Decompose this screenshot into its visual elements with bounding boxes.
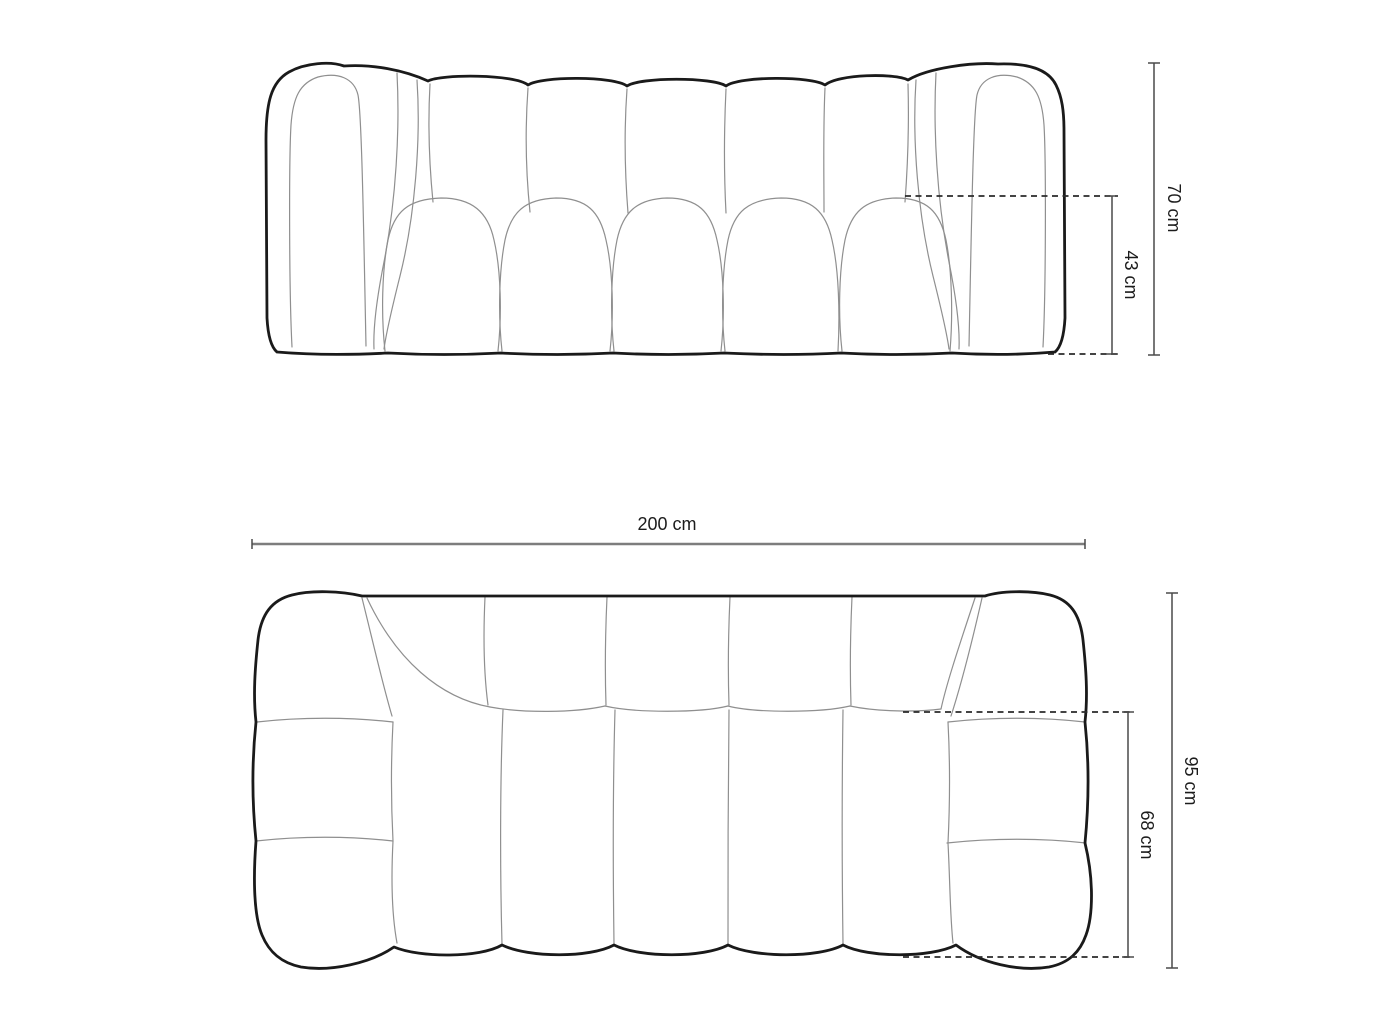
width-dimension: [252, 514, 1085, 549]
depth-dimension: [1166, 593, 1201, 968]
seat-depth-dimension: [903, 712, 1157, 957]
top-right-armrest-segments: [947, 718, 1086, 943]
top-seat-dividers: [501, 710, 843, 944]
top-back-cushion-row: [362, 597, 982, 716]
top-left-armrest-segments: [256, 718, 397, 943]
height-dimension-label: 70 cm: [1164, 183, 1184, 233]
front-right-armrest-detail: [915, 73, 1046, 349]
seat-depth-dimension-label: 68 cm: [1137, 810, 1157, 860]
seat-height-dimension: [905, 196, 1141, 354]
front-backrest-dividers: [429, 84, 908, 213]
height-dimension: [1148, 63, 1184, 355]
depth-dimension-label: 95 cm: [1181, 756, 1201, 806]
top-view-drawing: [253, 592, 1201, 969]
front-outline: [266, 63, 1065, 354]
seat-height-dimension-label: 43 cm: [1121, 250, 1141, 300]
front-seat-cushions: [383, 198, 952, 351]
top-outline: [253, 592, 1092, 969]
front-view-drawing: [266, 63, 1184, 355]
width-dimension-label: 200 cm: [637, 514, 697, 534]
front-left-armrest-detail: [290, 73, 419, 349]
